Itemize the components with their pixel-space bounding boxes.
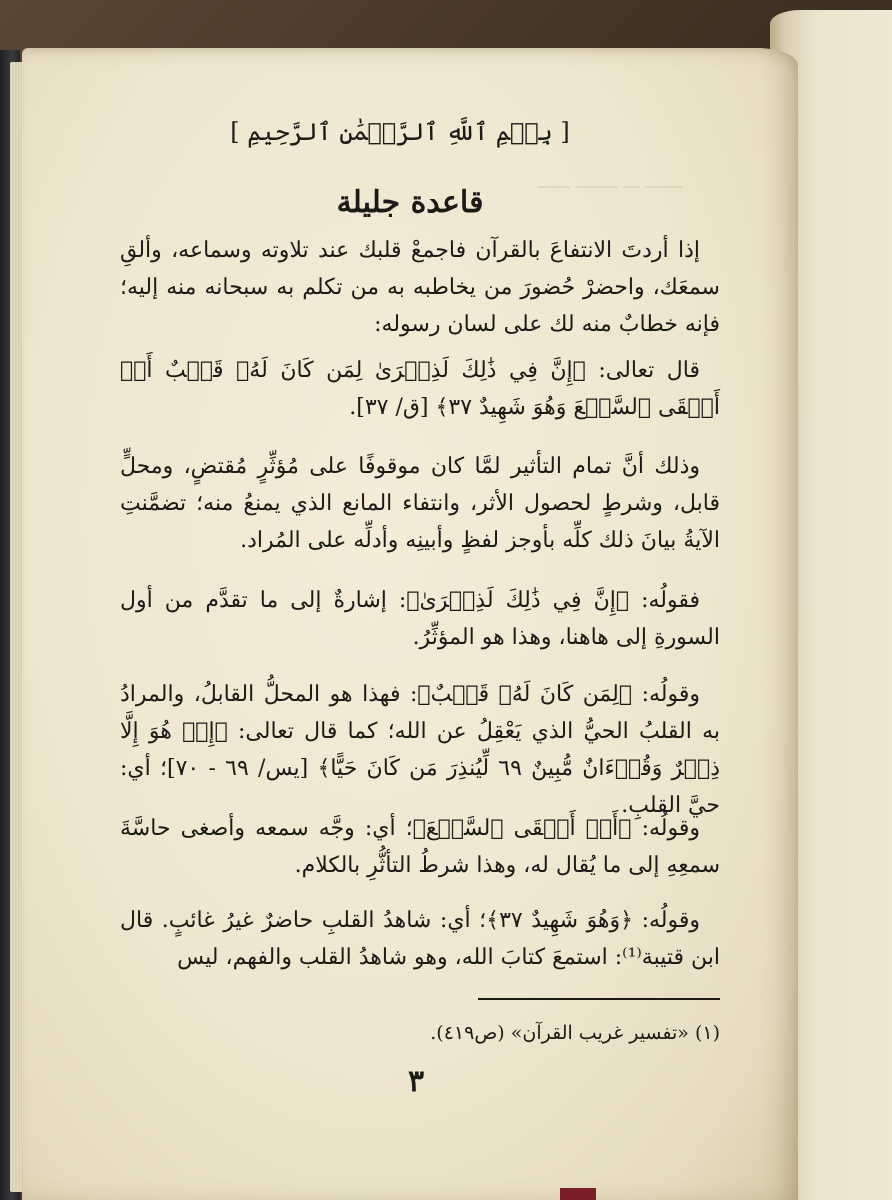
bleed-through: ﻿ـــــــ ـــ ــــــــ ــــــ (538, 172, 682, 193)
footnote-divider (478, 998, 720, 1000)
paragraph-2: قال تعالى: ﴿إِنَّ فِي ذَٰلِكَ لَذِكۡرَىٰ لِمَن كَانَ لَهُۥ قَلۡبٌ أَوۡ أَلۡقَى ٱلسَّمۡعَ وَهُوَ شَهِيدٌ ٣٧﴾ [ق/ ٣٧]. (120, 358, 720, 420)
footnote: (١) «تفسير غريب القرآن» (ص٤١٩). (430, 1022, 720, 1044)
page-number: ٣ (407, 1064, 425, 1099)
paragraph-1: إذا أردتَ الانتفاعَ بالقرآن فاجمعْ قلبك عند تلاوته وسماعه، وألقِ سمعَك، واحضرْ حُضورَ من يخاطبه به من تكلم به سبحانه منه إليه؛ فإنه خطابٌ منه لك على لسان رسوله: (120, 238, 720, 337)
paragraph-4: فقولُه: ﴿إِنَّ فِي ذَٰلِكَ لَذِكۡرَىٰ﴾: إشارةٌ إلى ما تقدَّم من أول السورةِ إلى هاهنا، وهذا هو المؤثِّرُ. (120, 588, 720, 650)
page-title: قاعدة جليلة (336, 185, 484, 220)
paragraph-5: وقولُه: ﴿لِمَن كَانَ لَهُۥ قَلۡبٌ﴾: فهذا هو المحلُّ القابلُ، والمرادُ به القلبُ الحيُّ الذي يَعْقِلُ عن الله؛ كما قال تعالى: ﴿إِنۡ هُوَ إِلَّا ذِكۡرٌ وَقُرۡءَانٌ مُّبِينٌ ٦٩ لِّيُنذِرَ مَن كَانَ حَيًّا﴾ [يس/ ٦٩ - ٧٠]؛ أي: حيَّ القلبِ. (120, 682, 720, 818)
paragraph-6: وقولُه: ﴿أَوۡ أَلۡقَى ٱلسَّمۡعَ﴾؛ أي: وجَّه سمعه وأصغى حاسَّةَ سمعِهِ إلى ما يُقال له، وهذا شرطُ التأثُّرِ بالكلام. (120, 816, 720, 878)
basmala-heading: [ بِسۡمِ ٱللَّهِ ٱلرَّحۡمَٰنِ ٱلرَّحِيمِ ] (230, 118, 570, 146)
paragraph-3: وذلك أنَّ تمام التأثير لمَّا كان موقوفًا على مُؤثِّرٍ مُقتضٍ، ومحلٍّ قابل، وشرطٍ لحصول الأثر، وانتفاء المانع الذي يمنعُ منه؛ تضمَّنتِ الآيةُ بيانَ ذلك كلِّه بأوجز لفظٍ وأبينِه وأدلِّه على المُراد. (120, 454, 720, 553)
paragraph-7: وقولُه: ﴿وَهُوَ شَهِيدٌ ٣٧﴾؛ أي: شاهدُ القلبِ حاضرٌ غيرُ غائبٍ. قال ابن قتيبة⁽¹⁾: استمعَ كتابَ الله، وهو شاهدُ القلب والفهم، ليس (120, 908, 720, 970)
bookmark-ribbon (560, 1188, 596, 1200)
